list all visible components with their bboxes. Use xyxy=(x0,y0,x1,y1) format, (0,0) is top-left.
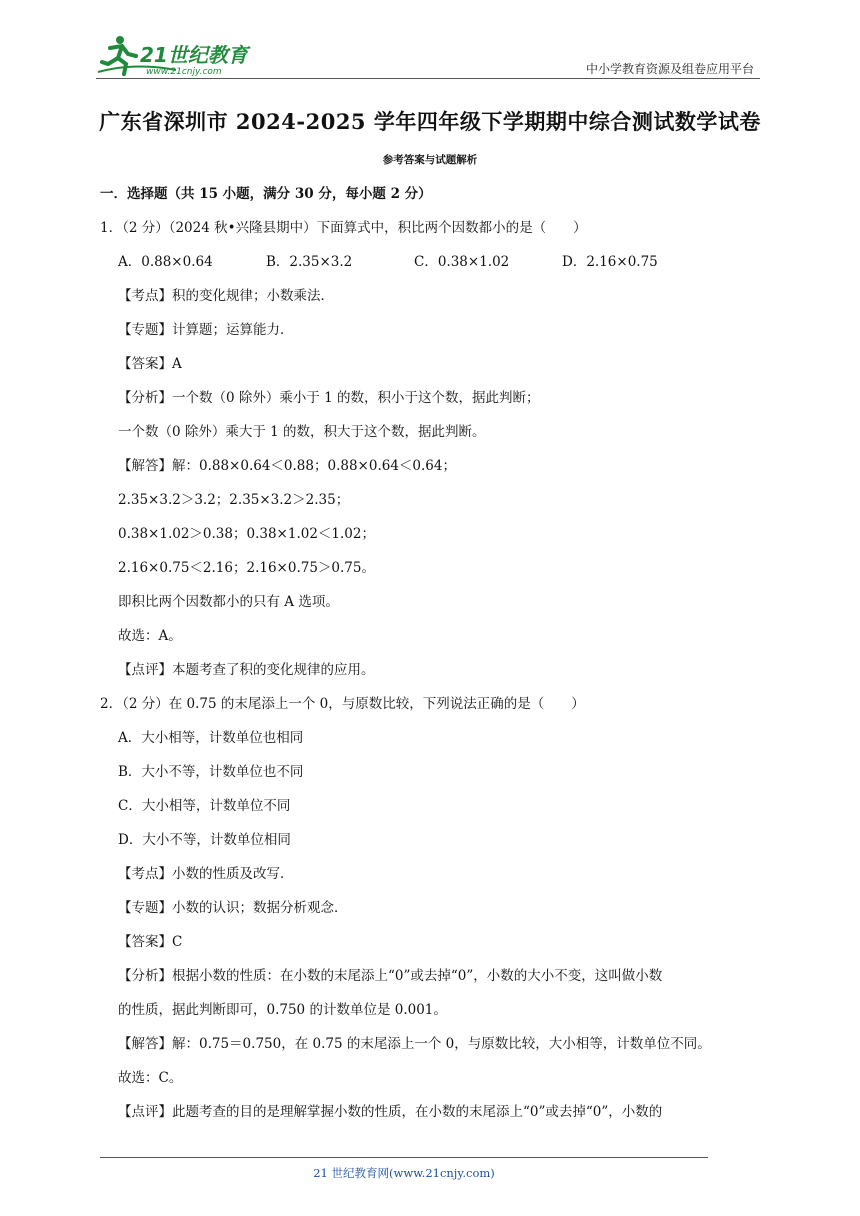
page-title: 广东省深圳市 2024-2025 学年四年级下学期期中综合测试数学试卷 xyxy=(99,109,761,134)
q1-solution-4: 2.16×0.75＜2.16；2.16×0.75＞0.75。 xyxy=(118,560,375,576)
q1-analysis-1: 【分析】一个数（0 除外）乘小于 1 的数，积小于这个数，据此判断； xyxy=(118,390,540,406)
header-divider xyxy=(96,78,760,79)
q2-choice: 故选：C。 xyxy=(118,1070,183,1086)
footer-link[interactable]: 21 世纪教育网(www.21cnjy.com) xyxy=(313,1166,495,1180)
q2-analysis-2: 的性质，据此判断即可，0.750 的计数单位是 0.001。 xyxy=(118,1002,447,1018)
q2-option-b: B．大小不等，计数单位也不同 xyxy=(118,764,304,780)
q1-choice: 故选：A。 xyxy=(118,628,182,644)
q1-zhuanti: 【专题】计算题；运算能力． xyxy=(118,322,294,338)
q1-solution-3: 0.38×1.02＞0.38；0.38×1.02＜1.02； xyxy=(118,526,375,542)
q2-option-d: D．大小不等，计数单位相同 xyxy=(118,832,291,848)
logo-21cnjy xyxy=(96,32,266,78)
q1-stem: 1．（2 分）（2024 秋•兴隆县期中）下面算式中，积比两个因数都小的是（ ） xyxy=(100,220,587,236)
logo-text: 21世纪教育 xyxy=(140,43,248,67)
q2-comment: 【点评】此题考查的目的是理解掌握小数的性质，在小数的末尾添上“0”或去掉“0”，小数的 xyxy=(118,1104,663,1120)
footer-divider xyxy=(100,1157,708,1158)
q1-solution-5: 即积比两个因数都小的只有 A 选项。 xyxy=(118,594,339,610)
q1-comment: 【点评】本题考查了积的变化规律的应用。 xyxy=(118,662,375,678)
q2-stem: 2．（2 分）在 0.75 的末尾添上一个 0，与原数比较，下列说法正确的是（ ） xyxy=(100,696,585,712)
q2-option-c: C．大小相等，计数单位不同 xyxy=(118,798,291,814)
q1-analysis-2: 一个数（0 除外）乘大于 1 的数，积大于这个数，据此判断。 xyxy=(118,424,486,440)
q1-options xyxy=(100,248,760,282)
q1-kaodian: 【考点】积的变化规律；小数乘法． xyxy=(118,288,334,304)
q1-option-b: B．2.35×3.2 xyxy=(266,254,353,270)
page-subtitle: 参考答案与试题解析 xyxy=(382,154,478,166)
platform-label: 中小学教育资源及组卷应用平台 xyxy=(585,62,754,76)
logo-url-text: www.21cnjy.com xyxy=(146,67,222,77)
q1-option-a: A．0.88×0.64 xyxy=(118,254,213,270)
section-heading: 一．选择题（共 15 小题，满分 30 分，每小题 2 分） xyxy=(100,186,432,202)
page-header xyxy=(96,32,760,80)
q2-answer: 【答案】C xyxy=(118,934,183,950)
q1-solution-2: 2.35×3.2＞3.2；2.35×3.2＞2.35； xyxy=(118,492,350,508)
document-body xyxy=(100,180,760,1132)
q2-zhuanti: 【专题】小数的认识；数据分析观念． xyxy=(118,900,348,916)
q2-analysis-1: 【分析】根据小数的性质：在小数的末尾添上“0”或去掉“0”，小数的大小不变，这叫做小数 xyxy=(118,968,663,984)
q1-answer: 【答案】A xyxy=(118,356,182,372)
q2-kaodian: 【考点】小数的性质及改写． xyxy=(118,866,294,882)
q1-option-d: D．2.16×0.75 xyxy=(562,254,658,270)
q2-solution-1: 【解答】解：0.75＝0.750，在 0.75 的末尾添上一个 0，与原数比较，大小相等，计数单位不同。 xyxy=(118,1036,711,1052)
q2-option-a: A．大小相等，计数单位也相同 xyxy=(118,730,304,746)
q1-solution-1: 【解答】解：0.88×0.64＜0.88；0.88×0.64＜0.64； xyxy=(118,458,456,474)
q1-option-c: C．0.38×1.02 xyxy=(414,254,510,270)
